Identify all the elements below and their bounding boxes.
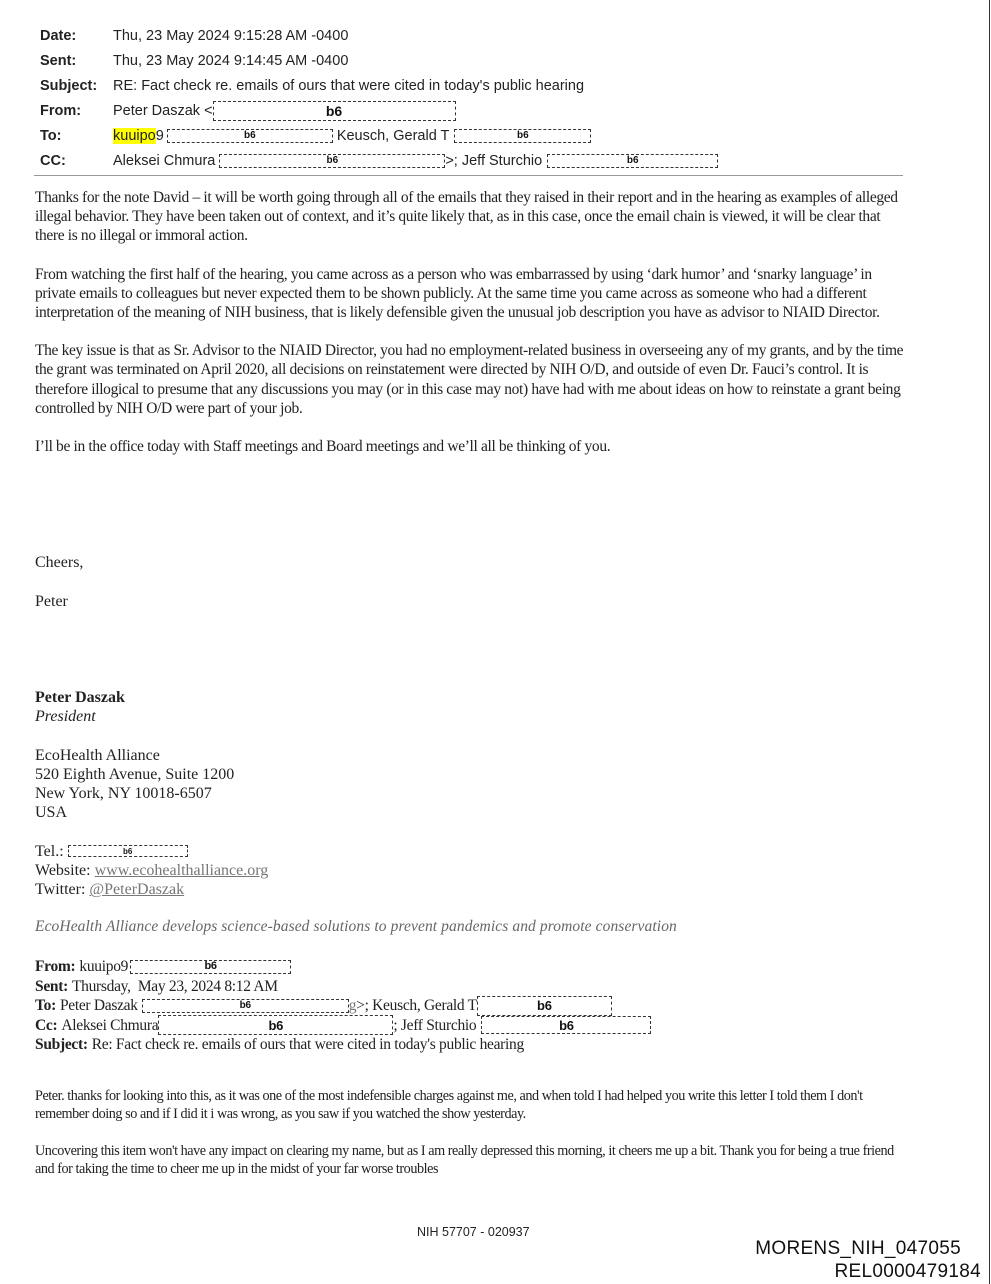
date-label: Date:	[40, 27, 77, 44]
from-name: Peter Daszak <	[113, 102, 213, 119]
bates-number-1: MORENS_NIH_047055	[755, 1238, 961, 1259]
date-value: Thu, 23 May 2024 9:15:28 AM -0400	[113, 27, 349, 44]
redaction-box: b6	[142, 999, 349, 1013]
fwd-cc-label: Cc:	[35, 1016, 58, 1034]
header-divider	[34, 175, 903, 176]
closing: Cheers,	[35, 554, 84, 571]
signature-address-1: 520 Eighth Avenue, Suite 1200	[35, 765, 235, 783]
redaction-box: b6	[130, 960, 291, 974]
sent-label: Sent:	[40, 52, 77, 69]
body-paragraph: Thanks for the note David – it will be worth going through all of the emails that they raised in their report and in the hearing as examples of alleged illegal behavior. They have been taken out of context, and it’s quite likely that, as in this case, once the email chain is viewed, it will be clear that there is no illegal or immoral action.	[35, 189, 898, 245]
fwd-cc-separator: ; Jeff Sturchio	[393, 1016, 477, 1034]
fwd-to-separator: >; Keusch, Gerald T	[356, 997, 477, 1014]
website-link[interactable]: www.ecohealthalliance.org	[94, 862, 269, 880]
fwd-subject-label: Subject:	[35, 1036, 88, 1053]
forwarded-header	[35, 957, 651, 1055]
forwarded-body	[35, 1087, 905, 1178]
header-from-row	[40, 98, 718, 123]
to-name-2: Keusch, Gerald T	[336, 127, 450, 144]
signoff: Peter	[35, 593, 68, 610]
signature-org: EcoHealth Alliance	[35, 746, 160, 764]
signature-block	[35, 688, 268, 900]
redaction-box: b6	[213, 101, 456, 121]
header-cc-row	[40, 148, 718, 173]
signature-country: USA	[35, 804, 68, 822]
redaction-box: b6	[158, 1015, 393, 1035]
signature-tagline: EcoHealth Alliance develops science-based solutions to prevent pandemics and promote conservation	[35, 918, 677, 935]
to-label: To:	[40, 127, 62, 144]
fwd-cc-name-1: Aleksei Chmura	[61, 1016, 159, 1034]
from-label: From:	[40, 102, 82, 119]
cc-name-1: Aleksei Chmura	[113, 152, 216, 169]
body-paragraph: The key issue is that as Sr. Advisor to the NIAID Director, you had no employment-related business in overseeing any of my grants, and by the time the grant was terminated on April 2020, all decisions on reinstatement were directed by NIH O/D, and outside of even Dr. Fauci’s control. It is therefore illogical to presume that any discussions you may (or in this case may not) have had with me about ideas on how to reinstate a grant being controlled by NIH O/D were part of your job.	[35, 342, 904, 417]
subject-label: Subject:	[40, 77, 98, 94]
body-paragraph: I’ll be in the office today with Staff meetings and Board meetings and we’ll all be thinking of you.	[35, 438, 611, 456]
cc-label: CC:	[40, 152, 66, 169]
page-edge-border	[989, 0, 990, 1284]
fwd-body-paragraph: Uncovering this item won't have any impact on clearing my name, but as I am really depressed this morning, it cheers me up a bit. Thank you for being a true friend and for taking the time to cheer me up in the midst of your far worse troubles	[35, 1142, 894, 1177]
body-paragraph: From watching the first half of the hearing, you came across as a person who was embarrassed by using ‘dark humor’ and ‘snarky language’ in private emails to colleagues but never expected them to be shown publicly. At the same time you came across as someone who had a different interpretation of the meaning of NIH business, that is likely defensible given the unusual job description you have as advisor to NIAID Director.	[35, 265, 880, 322]
email-body	[35, 188, 905, 456]
twitter-label: Twitter:	[35, 881, 86, 899]
fwd-to-fragment: g	[348, 997, 357, 1014]
header-subject-row	[40, 73, 718, 98]
fwd-body-paragraph: Peter. thanks for looking into this, as it was one of the most indefensible charges against me, and when told I had helped you write this letter I told them I don't remember doing so and if I did it i was wrong, as you saw if you watched the show yesterday.	[35, 1088, 863, 1123]
fwd-sent-value: Thursday, May 23, 2024 8:12 AM	[71, 977, 278, 995]
header-to-row	[40, 123, 718, 148]
redaction-box: b6	[547, 154, 718, 168]
redaction-box: b6	[68, 845, 188, 857]
header-sent-row	[40, 48, 718, 73]
signature-name: Peter Daszak	[35, 689, 125, 706]
signature-title: President	[35, 708, 96, 726]
subject-value: RE: Fact check re. emails of ours that were cited in today's public hearing	[113, 77, 585, 94]
fwd-to-label: To:	[35, 997, 56, 1014]
sent-value: Thu, 23 May 2024 9:14:45 AM -0400	[113, 52, 349, 69]
redaction-box: b6	[219, 154, 445, 168]
fwd-sent-label: Sent:	[35, 977, 68, 995]
signature-address-2: New York, NY 10018-6507	[35, 785, 212, 803]
redaction-box: b6	[167, 129, 333, 143]
redaction-box: b6	[477, 996, 612, 1016]
cc-separator: >; Jeff Sturchio	[445, 152, 543, 169]
page-id: NIH 57707 - 020937	[417, 1225, 530, 1239]
fwd-subject-value: Re: Fact check re. emails of ours that were cited in today's public hearing	[91, 1036, 524, 1053]
redaction-box: b6	[481, 1016, 651, 1034]
website-label: Website:	[35, 862, 91, 880]
to-name-rest: 9	[155, 127, 164, 144]
twitter-link[interactable]: @PeterDaszak	[89, 881, 185, 899]
fwd-to-name-1: Peter Daszak	[59, 997, 138, 1014]
fwd-from-label: From:	[35, 958, 76, 975]
to-name-highlighted: kuuipo	[113, 127, 156, 144]
email-header	[40, 23, 718, 173]
tel-label: Tel.:	[35, 842, 64, 860]
bates-number-2: REL0000479184	[834, 1261, 981, 1282]
fwd-from-value: kuuipo9	[79, 958, 129, 975]
redaction-box: b6	[454, 129, 591, 143]
header-date-row	[40, 23, 718, 48]
